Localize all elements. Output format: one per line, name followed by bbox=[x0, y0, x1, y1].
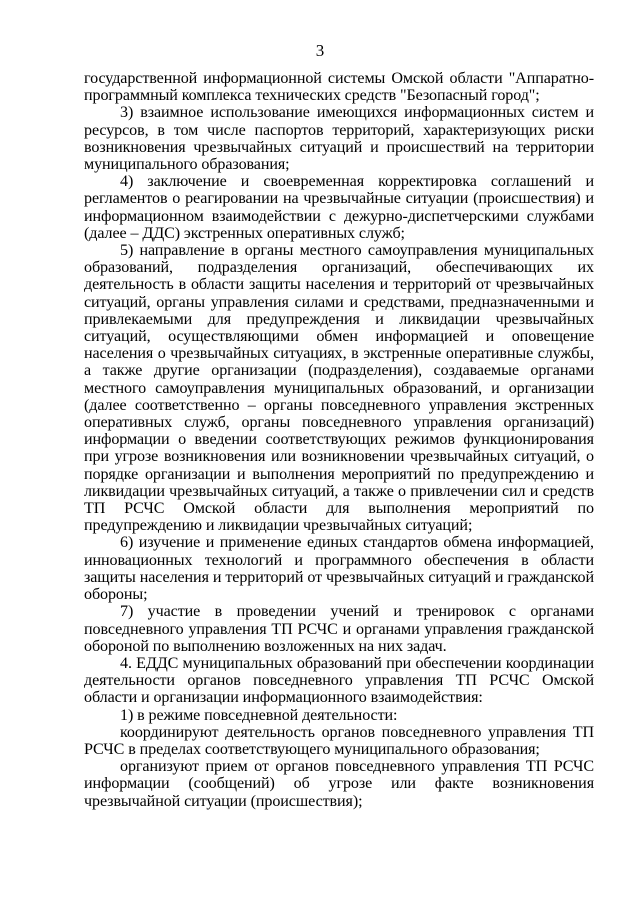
paragraph-item-6: 6) изучение и применение единых стандартов обмена информацией, инновационных технологий и программного обеспечения в области защиты населения и территорий от чрезвычайных ситуаций и гражданской обороны; bbox=[84, 534, 594, 604]
paragraph-section-4: 4. ЕДДС муниципальных образований при обеспечении координации деятельности органов повседневного управления ТП РСЧС Омской области и организации информационного взаимодействия: bbox=[84, 654, 594, 707]
paragraph-item-4: 4) заключение и своевременная корректировка соглашений и регламентов о реагировании на чрезвычайные ситуации (происшествия) и информационном взаимодействии с дежурно-диспетчерскими службами (далее – ДДС) экстренных оперативных служб; bbox=[84, 173, 594, 242]
paragraph-item-5: 5) направление в органы местного самоуправления муниципальных образований, подразделения организаций, обеспечивающих их деятельность в области защиты населения и территорий от чрезвычайных ситуаций, органы управления силами и средствами, предназначенными и привлекаемыми для предупреждения и ликвидации чрезвычайных ситуаций, осуществляющими обмен информацией и оповещение населения о чрезвычайных ситуациях, в экстренные оперативные службы, а также другие организации (подразделения), создаваемые органами местного самоуправления муниципальных образований, и организации (далее соответственно – органы повседневного управления экстренных оперативных служб, органы повседневного управления организаций) информации о введении соответствующих режимов функционирования при угрозе возникновения или возникновении чрезвычайных ситуаций, о порядке организации и выполнения мероприятий по предупреждению и ликвидации чрезвычайных ситуаций, а также о привлечении сил и средств ТП РСЧС Омской области для выполнения мероприятий по предупреждению и ликвидации чрезвычайных ситуаций; bbox=[84, 242, 594, 535]
document-body bbox=[84, 70, 594, 810]
page-number: 3 bbox=[315, 41, 325, 60]
paragraph-item-7: 7) участие в проведении учений и тренировок с органами повседневного управления ТП РСЧС и органами управления гражданской обороной по выполнению возложенных на них задач. bbox=[84, 603, 594, 655]
paragraph-subitem-1: 1) в режиме повседневной деятельности: bbox=[120, 706, 398, 724]
paragraph-coordination: координируют деятельность органов повседневного управления ТП РСЧС в пределах соответствующего муниципального образования; bbox=[84, 723, 594, 758]
paragraph-reception: организуют прием от органов повседневного управления ТП РСЧС информации (сообщений) об угрозе или факте возникновения чрезвычайной ситуации (происшествия); bbox=[84, 758, 594, 810]
paragraph-continuation: государственной информационной системы Омской области "Аппаратно-программный комплекса технических средств "Безопасный город"; bbox=[84, 70, 594, 105]
paragraph-item-3: 3) взаимное использование имеющихся информационных систем и ресурсов, в том числе паспортов территорий, характеризующих риски возникновения чрезвычайных ситуаций и происшествий на территории муниципального образования; bbox=[84, 104, 594, 174]
